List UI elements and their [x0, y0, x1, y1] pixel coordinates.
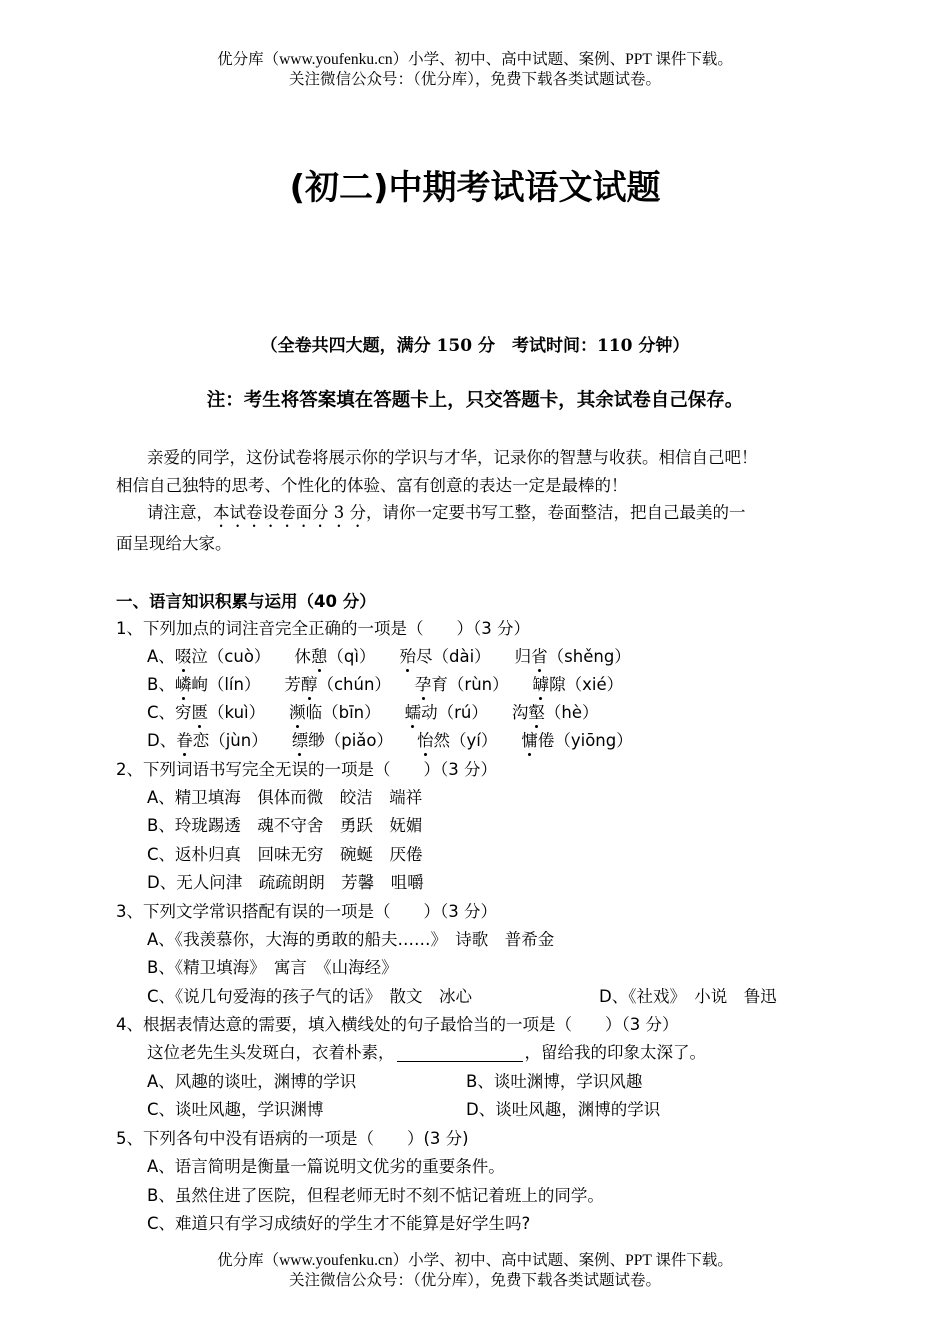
q4-option-c: C、谈吐风趣，学识渊博 [147, 1100, 324, 1119]
option-label: D、 [147, 731, 177, 750]
dotted-char: 省 [531, 647, 548, 666]
footer-line-1: 优分库（www.youfenku.cn）小学、初中、高中试题、案例、PPT 课件下载。 [217, 1252, 733, 1269]
q4-option-a: A、风趣的谈吐，渊博的学识 [147, 1072, 357, 1091]
footer-line-2: 关注微信公众号：（优分库），免费下载各类试题试卷。 [288, 1272, 661, 1289]
q2-option-a: A、精卫填海 俱体而微 皎洁 端祥 [147, 788, 423, 807]
word-post: （shěng） [547, 647, 631, 666]
word-post: （qì） [327, 647, 376, 666]
word-post: 缈（piǎo） [308, 731, 393, 750]
word-pre: 沟 [511, 703, 529, 722]
intro-p2-pre: 请注意， [147, 503, 213, 522]
dotted-char: 殆 [399, 647, 416, 666]
word-pre: 穷 [175, 703, 192, 722]
q1-option-a [147, 643, 631, 667]
q1-a-item-2 [294, 647, 375, 666]
q1-d-item-1 [176, 731, 268, 750]
page-title: (初二)中期考试语文试题 [289, 168, 661, 208]
dotted-char: 壑 [528, 703, 545, 722]
q1-c-item-2 [289, 703, 381, 722]
dotted-char: 嶙 [174, 675, 192, 694]
q4-option-d: D、谈吐风趣，渊博的学识 [466, 1100, 661, 1119]
q5-option-b: B、虽然住进了医院，但程老师无时不刻不惦记着班上的同学。 [147, 1186, 604, 1205]
word-post: （kuì） [208, 703, 266, 722]
dotted-char: 缥 [291, 731, 309, 750]
word-pre: 归 [514, 647, 532, 666]
q4-sentence-pre: 这位老先生头发斑白，衣着朴素， [147, 1043, 395, 1062]
intro-line-2: 相信自己独特的思考、个性化的体验、富有创意的表达一定是最棒的！ [116, 476, 628, 495]
dotted-char: 蠕 [404, 703, 422, 722]
word-post: 临（bīn） [305, 703, 381, 722]
word-post: 峋（lín） [191, 675, 261, 694]
q2-option-b: B、玲珑踢透 魂不守舍 勇跃 妩媚 [147, 816, 423, 835]
q3-option-a: A、《我羡慕你，大海的勇敢的船夫……》 诗歌 普希金 [147, 930, 555, 949]
word-post: 倦（yiōng） [537, 731, 633, 750]
q1-option-b [147, 671, 623, 695]
intro-p2-emphasis: 本试卷设卷面分 3 分 [213, 503, 366, 522]
word-post: （hè） [544, 703, 599, 722]
q4-option-b: B、谈吐渊博，学识风趣 [466, 1072, 643, 1091]
q1-a-item-3 [399, 647, 490, 666]
q1-c-item-1 [175, 703, 265, 722]
q3-option-b: B、《精卫填海》 寓言 《山海经》 [147, 958, 398, 977]
q5-option-a: A、语言简明是衡量一篇说明文优劣的重要条件。 [147, 1157, 505, 1176]
word-post: 尽（dài） [415, 647, 491, 666]
q2-stem: 2、下列词语书写完全无误的一项是（ ）（3 分） [116, 760, 497, 779]
q4-sentence-post: ，留给我的印象太深了。 [524, 1043, 706, 1062]
header-line-1: 优分库（www.youfenku.cn）小学、初中、高中试题、案例、PPT 课件下载。 [217, 51, 733, 68]
option-label: B、 [147, 675, 175, 694]
header-line-2: 关注微信公众号：（优分库），免费下载各类试题试卷。 [288, 71, 661, 88]
word-pre: 芳 [284, 675, 301, 694]
intro-line-1: 亲爱的同学，这份试卷将展示你的学识与才华，记录你的智慧与收获。相信自己吧！ [147, 448, 758, 467]
q1-b-item-4 [533, 675, 624, 694]
dotted-char: 濒 [289, 703, 306, 722]
intro-line-4: 面呈现给大家。 [116, 534, 232, 553]
q1-d-item-2 [292, 731, 393, 750]
q5-stem: 5、下列各句中没有语病的一项是（ ）(3 分) [116, 1129, 469, 1148]
q4-sentence [147, 1039, 706, 1063]
word-post: 泣（cuò） [191, 647, 271, 666]
q1-c-item-4 [512, 703, 599, 722]
intro-line-3 [147, 499, 746, 531]
q2-option-d: D、无人问津 疏疏朗朗 芳馨 咀嚼 [147, 873, 424, 892]
q1-b-item-1 [175, 675, 261, 694]
q1-option-d [147, 727, 633, 751]
option-label: A、 [147, 647, 175, 666]
q1-b-item-3 [415, 675, 509, 694]
dotted-char: 慵 [521, 731, 538, 750]
q1-c-item-3 [405, 703, 488, 722]
word-post: 然（yí） [433, 731, 498, 750]
dotted-char: 匮 [191, 703, 209, 722]
dotted-char: 憩 [310, 647, 328, 666]
q1-stem: 1、下列加点的词注音完全正确的一项是（ ）（3 分） [116, 619, 530, 638]
option-label: C、 [147, 703, 176, 722]
dotted-char: 醇 [300, 675, 318, 694]
dotted-char: 罅 [532, 675, 550, 694]
q3-option-c: C、《说几句爱海的孩子气的话》 散文 冰心 [147, 987, 473, 1006]
word-pre: 休 [294, 647, 311, 666]
q2-option-c: C、返朴归真 回味无穷 碗蜒 厌倦 [147, 845, 423, 864]
dotted-char: 怡 [416, 731, 434, 750]
dotted-char: 孕 [414, 675, 432, 694]
exam-note: 注：考生将答案填在答题卡上，只交答题卡，其余试卷自己保存。 [206, 390, 744, 411]
q4-stem: 4、根据表情达意的需要，填入横线处的句子最恰当的一项是（ ）（3 分） [116, 1015, 679, 1034]
q1-a-item-4 [515, 647, 631, 666]
word-post: 隙（xié） [549, 675, 624, 694]
q5-option-c: C、难道只有学习成绩好的学生才不能算是好学生吗? [147, 1214, 531, 1233]
q1-option-c [147, 699, 599, 723]
q4-answer-blank [397, 1043, 523, 1062]
dotted-char: 眷 [176, 731, 193, 750]
exam-info: （全卷共四大题，满分 150 分 考试时间：110 分钟） [260, 336, 690, 356]
q1-d-item-4 [521, 731, 632, 750]
q1-b-item-2 [284, 675, 390, 694]
q1-d-item-3 [417, 731, 497, 750]
section-1-title: 一、语言知识积累与运用（40 分） [116, 592, 376, 611]
intro-p2-post: ，请你一定要书写工整，卷面整洁，把自己最美的一 [366, 503, 746, 522]
word-post: （chún） [317, 675, 391, 694]
word-post: 动（rú） [421, 703, 488, 722]
q3-option-d: D、《社戏》 小说 鲁迅 [599, 987, 777, 1006]
dotted-char: 啜 [174, 647, 192, 666]
q1-a-item-1 [175, 647, 271, 666]
word-post: 恋（jùn） [192, 731, 268, 750]
q3-stem: 3、下列文学常识搭配有误的一项是（ ）（3 分） [116, 902, 497, 921]
word-post: 育（rùn） [431, 675, 509, 694]
